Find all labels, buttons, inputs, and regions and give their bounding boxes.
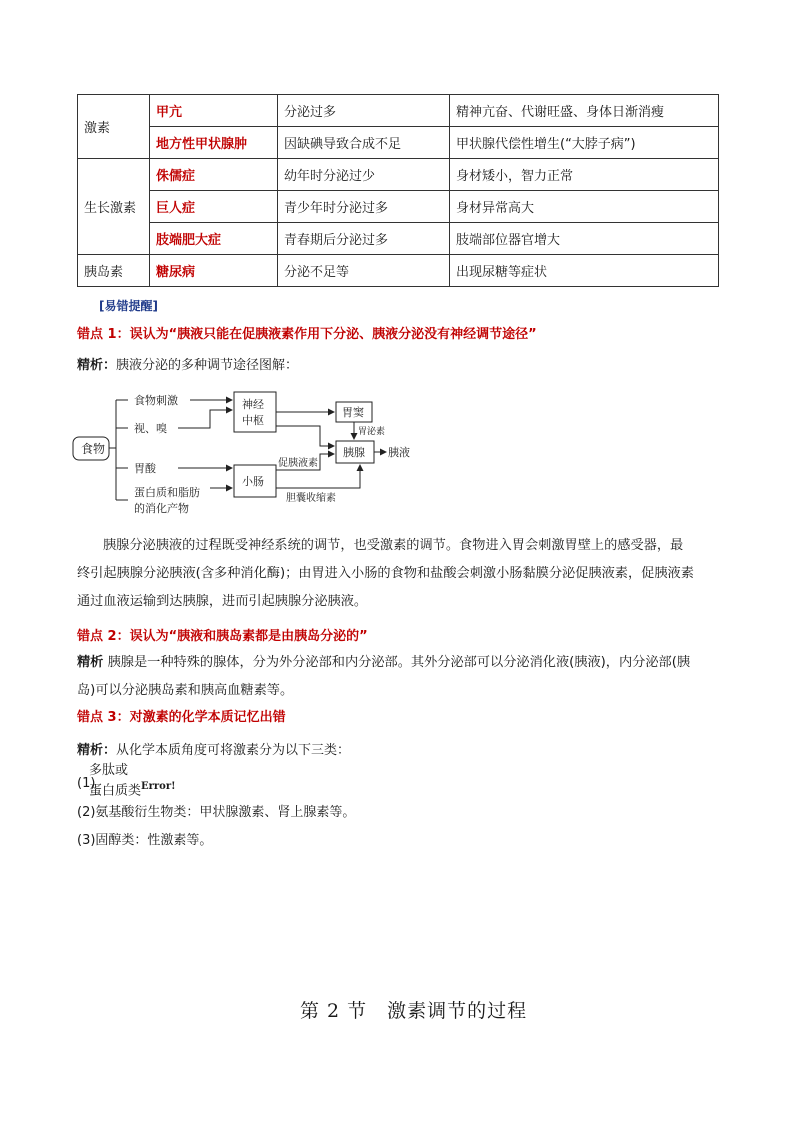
- diagram-nerve-center-2: 中枢: [242, 414, 264, 427]
- diagram-nerve-center-1: 神经: [242, 398, 264, 411]
- diagram-gastric-antrum: 胃窦: [342, 406, 364, 419]
- error-1-analysis: [77, 356, 298, 376]
- diagram-pancreatic-juice: 胰液: [388, 446, 410, 459]
- class-item-1-stack: [89, 763, 176, 799]
- diagram-secretin: 促胰液素: [278, 458, 318, 469]
- table-cell-group: 激素: [78, 95, 150, 159]
- diagram-food: 食物: [81, 442, 106, 456]
- table-cell-symptom: 肢端部位器官增大: [450, 223, 719, 255]
- table-cell-symptom: 身材矮小，智力正常: [450, 159, 719, 191]
- table-cell-group: 胰岛素: [78, 255, 150, 287]
- paragraph-line: 通过血液运输到达胰腺，进而引起胰腺分泌胰液。: [77, 594, 368, 609]
- paragraph-regulation: [77, 532, 727, 616]
- section-heading: 第 2 节 激素调节的过程: [300, 1000, 528, 1022]
- diagram-pancreas: 胰腺: [343, 446, 365, 459]
- pancreatic-regulation-diagram: [70, 384, 430, 524]
- table-cell-cause: 分泌过多: [278, 95, 450, 127]
- tip-box-label: [易错提醒]: [99, 299, 158, 313]
- table-cell-cause: 因缺碘导致合成不足: [278, 127, 450, 159]
- item-bottom-text: 蛋白质类$^{Error!}$: [89, 781, 176, 799]
- error-marker: Error!: [141, 781, 176, 792]
- table-cell-disease: 甲亢: [150, 95, 278, 127]
- table-cell-disease: 肢端肥大症: [150, 223, 278, 255]
- diagram-sight-smell: 视、嗅: [134, 422, 167, 435]
- error-2-analysis: [77, 649, 727, 705]
- analysis-label: 精析：: [77, 743, 117, 758]
- diagram-gastrin: 胃泌素: [358, 427, 386, 437]
- diagram-protein-fat-2: 的消化产物: [134, 502, 189, 515]
- analysis-label: 精析: [77, 655, 104, 670]
- table-cell-group: 生长激素: [78, 159, 150, 255]
- diagram-protein-fat-1: 蛋白质和脂肪: [134, 486, 200, 499]
- table-row: [78, 255, 719, 287]
- table-cell-cause: 幼年时分泌过少: [278, 159, 450, 191]
- paragraph-line: 胰腺是一种特殊的腺体，分为外分泌部和内分泌部。其外分泌部可以分泌消化液(胰液)，内分泌部(胰: [103, 655, 691, 670]
- table-cell-cause: 青少年时分泌过多: [278, 191, 450, 223]
- item-top-text: 多肽或: [89, 763, 129, 778]
- diagram-stimulus: 食物刺激: [134, 394, 178, 407]
- table-row: [78, 127, 719, 159]
- analysis-text: 从化学本质角度可将激素分为以下三类：: [116, 743, 351, 758]
- analysis-text: 胰液分泌的多种调节途径图解：: [116, 358, 299, 373]
- error-1-title: 错点 1：误认为“胰液只能在促胰液素作用下分泌、胰液分泌没有神经调节途径”: [77, 327, 537, 342]
- table-cell-cause: 分泌不足等: [278, 255, 450, 287]
- diagram-cck: 胆囊收缩素: [286, 493, 336, 504]
- class-item-3: (3)固醇类：性激素等。: [77, 833, 213, 848]
- table-row: [78, 191, 719, 223]
- item-number: (1): [77, 776, 96, 791]
- error-2-title: 错点 2：误认为“胰液和胰岛素都是由胰岛分泌的”: [77, 629, 368, 644]
- error-3-title: 错点 3：对激素的化学本质记忆出错: [77, 710, 286, 725]
- diagram-small-intestine: 小肠: [242, 475, 264, 488]
- paragraph-line: 终引起胰腺分泌胰液(含多种消化酶)；由胃进入小肠的食物和盐酸会刺激小肠黏膜分泌促胰液素，促胰液素: [77, 566, 694, 581]
- hormone-disease-table: [77, 94, 719, 287]
- table-cell-symptom: 身材异常高大: [450, 191, 719, 223]
- diagram-stomach-acid: 胃酸: [134, 462, 156, 475]
- class-item-2: (2)氨基酸衍生物类：甲状腺激素、肾上腺素等。: [77, 805, 356, 820]
- table-cell-symptom: 精神亢奋、代谢旺盛、身体日渐消瘦: [450, 95, 719, 127]
- paragraph-line: 胰腺分泌胰液的过程既受神经系统的调节，也受激素的调节。食物进入胃会刺激胃壁上的感受器，最: [103, 538, 684, 553]
- table-cell-cause: 青春期后分泌过多: [278, 223, 450, 255]
- table-row: [78, 159, 719, 191]
- table-row: [78, 223, 719, 255]
- table-cell-symptom: 甲状腺代偿性增生(“大脖子病”): [450, 127, 719, 159]
- table-cell-disease: 地方性甲状腺肿: [150, 127, 278, 159]
- error-3-analysis: [77, 741, 350, 761]
- analysis-label: 精析：: [77, 358, 117, 373]
- table-cell-symptom: 出现尿糖等症状: [450, 255, 719, 287]
- table-cell-disease: 糖尿病: [150, 255, 278, 287]
- table-cell-disease: 侏儒症: [150, 159, 278, 191]
- paragraph-line: 岛)可以分泌胰岛素和胰高血糖素等。: [77, 683, 294, 698]
- table-cell-disease: 巨人症: [150, 191, 278, 223]
- table-row: [78, 95, 719, 127]
